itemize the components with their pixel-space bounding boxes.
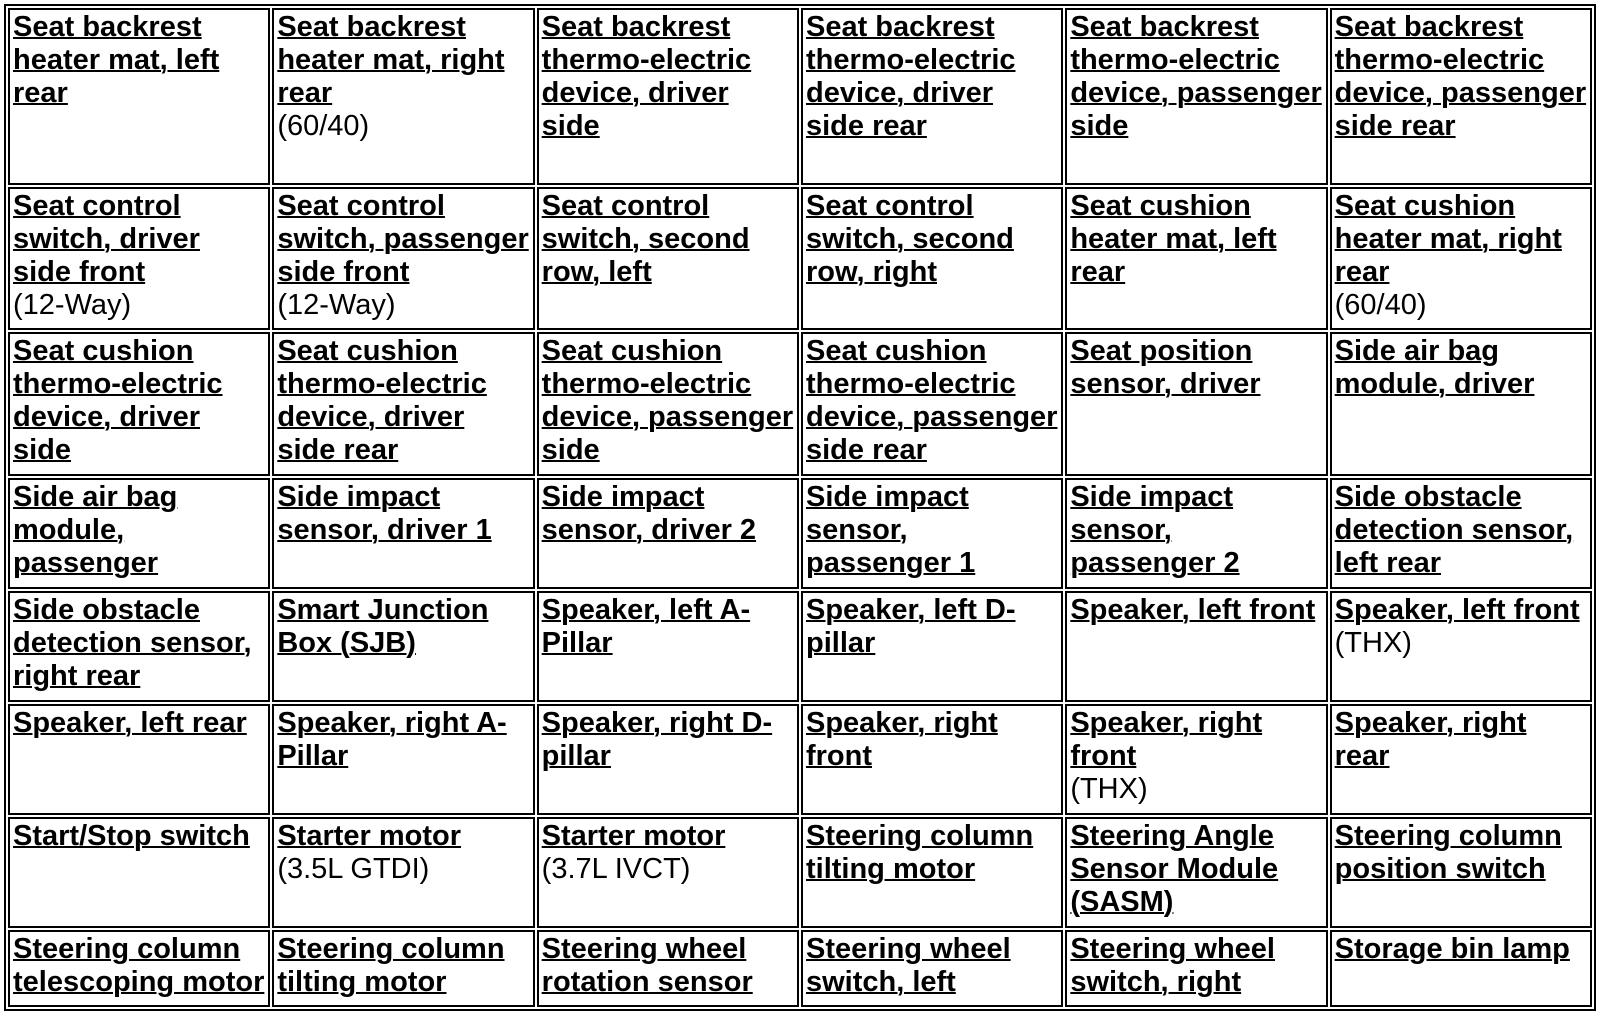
component-link[interactable]: Start/Stop switch [13, 820, 250, 852]
component-link[interactable]: Speaker, right front [805, 707, 998, 772]
component-link[interactable]: Seat control switch, second row, left [541, 190, 750, 288]
component-cell [1330, 930, 1592, 1007]
component-link[interactable]: Steering column tilting motor [805, 820, 1034, 885]
component-cell [537, 332, 799, 476]
component-link[interactable]: Starter motor [277, 820, 462, 852]
component-link[interactable]: Side impact sensor, passenger 1 [805, 481, 976, 579]
table-row [8, 930, 1592, 1007]
component-link[interactable]: Speaker, left A-Pillar [541, 594, 751, 659]
component-note: (3.7L IVCT) [541, 853, 691, 885]
table-row [8, 8, 1592, 185]
component-link[interactable]: Steering column telescoping motor [13, 933, 265, 998]
component-link[interactable]: Side impact sensor, passenger 2 [1070, 481, 1240, 579]
component-note: (THX) [1070, 773, 1148, 805]
component-link[interactable]: Seat backrest heater mat, right rear [277, 11, 505, 109]
component-cell [801, 591, 1063, 702]
component-cell [801, 478, 1063, 589]
component-link[interactable]: Seat cushion thermo-electric device, passenger side [541, 335, 794, 466]
component-link[interactable]: Steering wheel switch, left [805, 933, 1011, 998]
component-link[interactable]: Speaker, left D-pillar [805, 594, 1016, 659]
component-link[interactable]: Seat cushion thermo-electric device, driver side rear [277, 335, 487, 466]
component-index-table [4, 4, 1596, 1011]
component-link[interactable]: Seat control switch, second row, right [805, 190, 1014, 288]
component-cell [1065, 930, 1327, 1007]
component-cell [801, 187, 1063, 330]
component-cell [537, 8, 799, 185]
component-cell [8, 332, 270, 476]
component-link[interactable]: Steering wheel switch, right [1070, 933, 1275, 998]
component-cell [1065, 704, 1327, 815]
component-link[interactable]: Speaker, right D-pillar [541, 707, 773, 772]
component-link[interactable]: Seat backrest thermo-electric device, passenger side rear [1334, 11, 1587, 142]
component-cell [1330, 704, 1592, 815]
component-link[interactable]: Steering wheel rotation sensor [541, 933, 753, 998]
component-cell [272, 187, 534, 330]
component-link[interactable]: Steering column tilting motor [277, 933, 505, 998]
component-note: (3.5L GTDI) [277, 853, 430, 885]
component-index-body [8, 8, 1592, 1007]
component-cell [1330, 817, 1592, 928]
component-cell [1330, 8, 1592, 185]
component-cell [537, 704, 799, 815]
component-cell [8, 930, 270, 1007]
component-note: (60/40) [277, 110, 370, 142]
component-cell [801, 817, 1063, 928]
component-link[interactable]: Speaker, right front [1070, 707, 1263, 772]
component-link[interactable]: Speaker, right A-Pillar [277, 707, 507, 772]
component-cell [1065, 817, 1327, 928]
component-cell [1065, 478, 1327, 589]
component-link[interactable]: Side air bag module, driver [1334, 335, 1535, 400]
component-cell [1330, 332, 1592, 476]
component-cell [537, 930, 799, 1007]
component-cell [272, 817, 534, 928]
component-cell [8, 591, 270, 702]
component-link[interactable]: Steering Angle Sensor Module (SASM) [1070, 820, 1279, 918]
component-link[interactable]: Smart Junction Box (SJB) [277, 594, 489, 659]
component-link[interactable]: Side obstacle detection sensor, right rear [13, 594, 252, 692]
component-cell [272, 704, 534, 815]
component-cell [1065, 591, 1327, 702]
table-row [8, 187, 1592, 330]
component-link[interactable]: Steering column position switch [1334, 820, 1562, 885]
component-link[interactable]: Speaker, left rear [13, 707, 247, 739]
component-cell [1065, 8, 1327, 185]
component-link[interactable]: Side air bag module, passenger [13, 481, 178, 579]
component-cell [801, 930, 1063, 1007]
component-link[interactable]: Side impact sensor, driver 1 [277, 481, 492, 546]
table-row [8, 817, 1592, 928]
component-cell [537, 187, 799, 330]
component-cell [272, 332, 534, 476]
component-link[interactable]: Seat control switch, driver side front [13, 190, 200, 288]
component-link[interactable]: Seat cushion thermo-electric device, passenger side rear [805, 335, 1058, 466]
table-row [8, 332, 1592, 476]
component-link[interactable]: Seat control switch, passenger side front [277, 190, 529, 288]
table-row [8, 591, 1592, 702]
component-cell [8, 187, 270, 330]
component-cell [272, 8, 534, 185]
component-link[interactable]: Speaker, right rear [1334, 707, 1527, 772]
component-note: (12-Way) [277, 289, 396, 321]
component-cell [272, 591, 534, 702]
component-cell [272, 930, 534, 1007]
component-link[interactable]: Side obstacle detection sensor, left rear [1334, 481, 1574, 579]
component-cell [272, 478, 534, 589]
component-cell [8, 817, 270, 928]
component-link[interactable]: Speaker, left front [1070, 594, 1316, 626]
component-link[interactable]: Seat position sensor, driver [1070, 335, 1261, 400]
component-link[interactable]: Side impact sensor, driver 2 [541, 481, 757, 546]
component-note: (60/40) [1334, 289, 1427, 321]
component-link[interactable]: Seat cushion heater mat, left rear [1070, 190, 1277, 288]
table-row [8, 704, 1592, 815]
component-link[interactable]: Seat backrest heater mat, left rear [13, 11, 220, 109]
component-link[interactable]: Seat backrest thermo-electric device, driver side [541, 11, 752, 142]
component-cell [1330, 187, 1592, 330]
component-cell [537, 591, 799, 702]
component-cell [537, 478, 799, 589]
component-cell [801, 8, 1063, 185]
component-note: (12-Way) [13, 289, 132, 321]
component-cell [1330, 591, 1592, 702]
component-cell [1330, 478, 1592, 589]
component-cell [8, 478, 270, 589]
component-link[interactable]: Seat cushion heater mat, right rear [1334, 190, 1562, 288]
component-link[interactable]: Storage bin lamp [1334, 933, 1570, 965]
component-link[interactable]: Seat cushion thermo-electric device, driver side [13, 335, 223, 466]
component-cell [8, 704, 270, 815]
table-row [8, 478, 1592, 589]
component-note: (THX) [1334, 627, 1412, 659]
component-cell [1065, 332, 1327, 476]
component-link[interactable]: Seat backrest thermo-electric device, driver side rear [805, 11, 1016, 142]
component-cell [801, 704, 1063, 815]
component-cell [537, 817, 799, 928]
component-link[interactable]: Speaker, left front [1334, 594, 1580, 626]
component-link[interactable]: Seat backrest thermo-electric device, passenger side [1070, 11, 1322, 142]
component-cell [1065, 187, 1327, 330]
component-cell [8, 8, 270, 185]
component-cell [801, 332, 1063, 476]
component-link[interactable]: Starter motor [541, 820, 726, 852]
